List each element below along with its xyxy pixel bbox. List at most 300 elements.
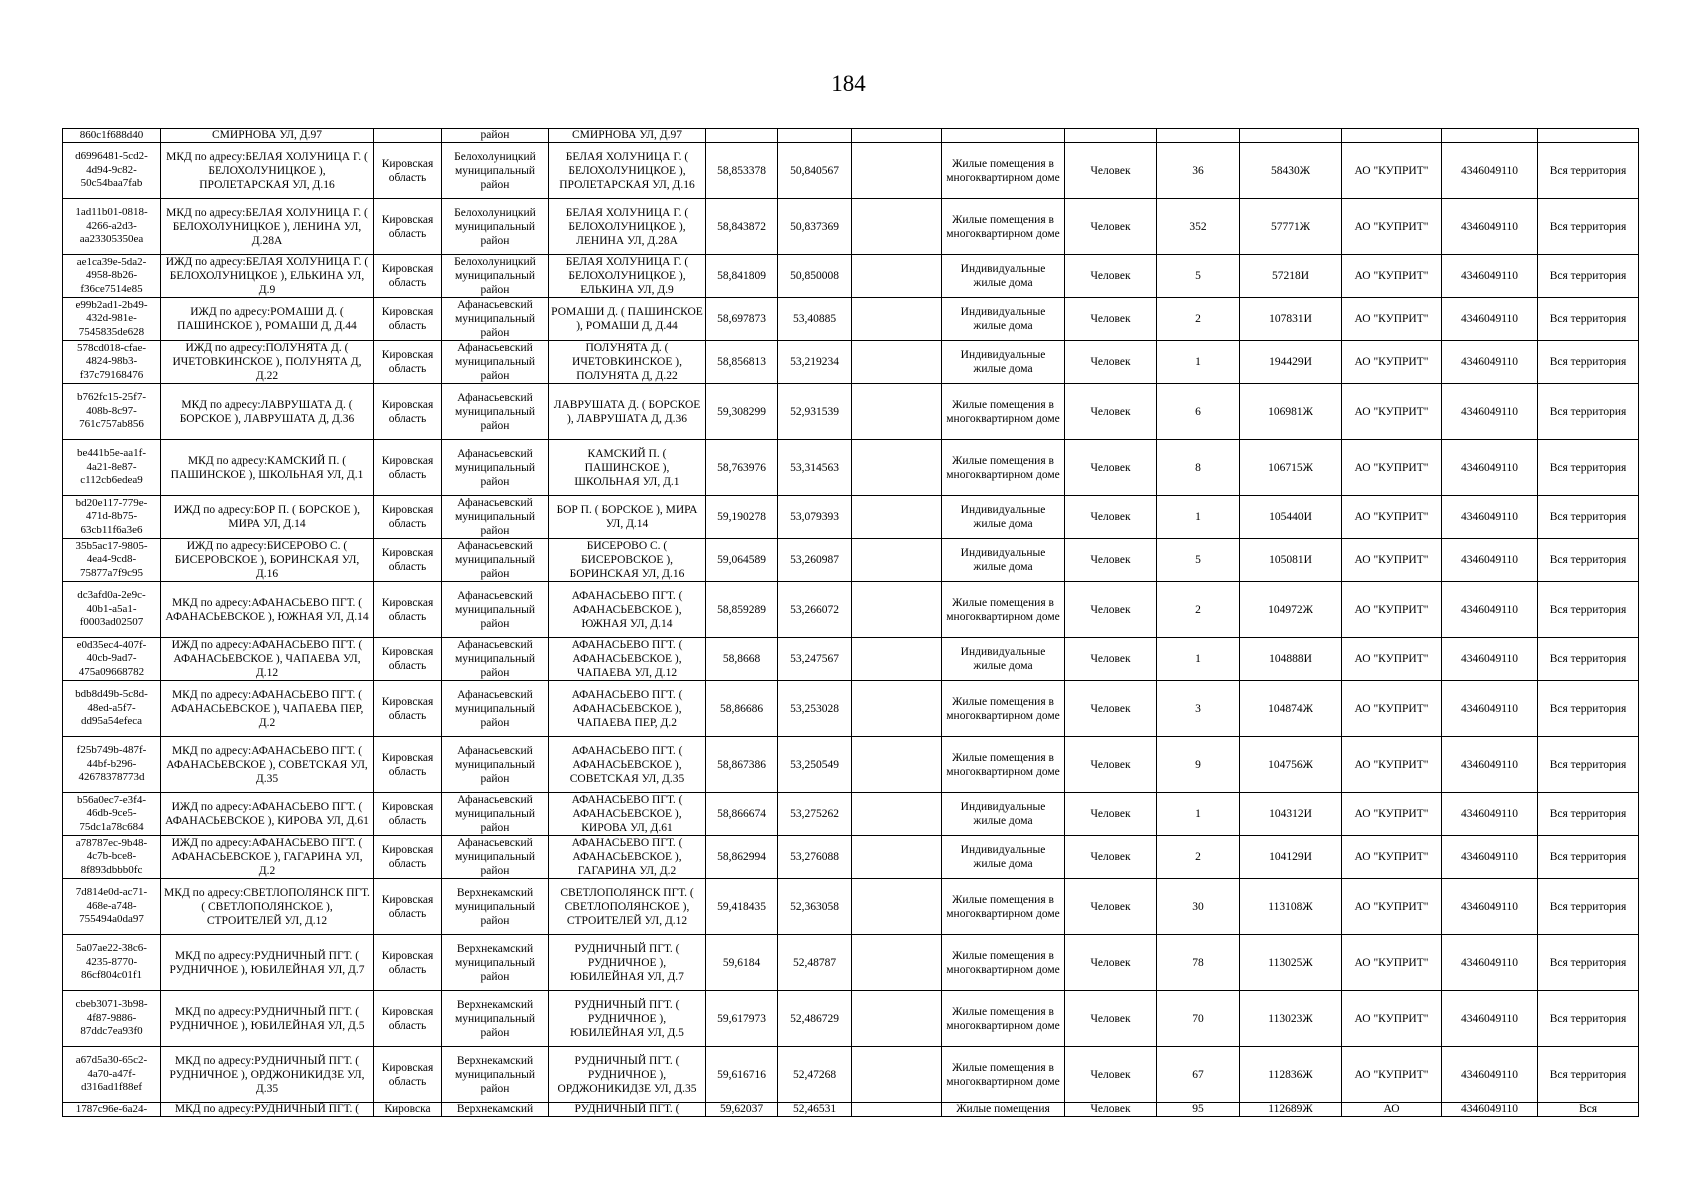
cell-id: bdb8d49b-5c8d-48ed-a5f7-dd95a54efeca [63, 681, 161, 737]
cell-unit: Человек [1065, 1103, 1157, 1117]
cell-district: район [442, 129, 549, 143]
cell-lon: 52,47268 [778, 1047, 852, 1103]
cell-district: Афанасьевский муниципальный район [442, 582, 549, 638]
cell-extra [852, 638, 942, 681]
cell-id: bd20e117-779e-471d-8b75-63cb11f6a3e6 [63, 496, 161, 539]
cell-region: Кировская область [374, 298, 442, 341]
cell-id: f25b749b-487f-44bf-b296-42678378773d [63, 737, 161, 793]
cell-org: АО "КУПРИТ" [1342, 384, 1442, 440]
cell-lat [706, 129, 778, 143]
cell-type: Жилые помещения в многоквартирном доме [942, 879, 1065, 935]
cell-territory: Вся территория [1538, 991, 1639, 1047]
cell-inn: 4346049110 [1442, 582, 1538, 638]
cell-extra [852, 935, 942, 991]
cell-type: Индивидуальные жилые дома [942, 638, 1065, 681]
cell-type: Жилые помещения [942, 1103, 1065, 1117]
cell-id: b56a0ec7-e3f4-46db-9ce5-75dc1a78c684 [63, 793, 161, 836]
cell-name: МКД по адресу:ЛАВРУШАТА Д. ( БОРСКОЕ ), ЛАВРУШАТА Д, Д.36 [161, 384, 374, 440]
cell-territory: Вся [1538, 1103, 1639, 1117]
cell-count: 1 [1157, 638, 1240, 681]
cell-region: Кировская область [374, 582, 442, 638]
cell-lat: 58,697873 [706, 298, 778, 341]
cell-district: Афанасьевский муниципальный район [442, 496, 549, 539]
cell-extra [852, 341, 942, 384]
cell-extra [852, 1103, 942, 1117]
table-row [63, 255, 1639, 298]
cell-territory: Вся территория [1538, 935, 1639, 991]
cell-address: ЛАВРУШАТА Д. ( БОРСКОЕ ), ЛАВРУШАТА Д, Д.36 [549, 384, 706, 440]
cell-inn: 4346049110 [1442, 298, 1538, 341]
cell-address: АФАНАСЬЕВО ПГТ. ( АФАНАСЬЕВСКОЕ ), ГАГАРИНА УЛ, Д.2 [549, 836, 706, 879]
cell-territory: Вся территория [1538, 298, 1639, 341]
cell-count: 70 [1157, 991, 1240, 1047]
cell-district: Афанасьевский муниципальный район [442, 341, 549, 384]
table-row [63, 793, 1639, 836]
cell-name: МКД по адресу:РУДНИЧНЫЙ ПГТ. ( [161, 1103, 374, 1117]
cell-inn: 4346049110 [1442, 1103, 1538, 1117]
cell-district: Афанасьевский муниципальный район [442, 298, 549, 341]
cell-type: Жилые помещения в многоквартирном доме [942, 1047, 1065, 1103]
cell-inn: 4346049110 [1442, 341, 1538, 384]
cell-district: Верхнекамский [442, 1103, 549, 1117]
cell-lon: 53,266072 [778, 582, 852, 638]
cell-inn: 4346049110 [1442, 638, 1538, 681]
cell-address: АФАНАСЬЕВО ПГТ. ( АФАНАСЬЕВСКОЕ ), ЧАПАЕВА ПЕР, Д.2 [549, 681, 706, 737]
cell-count: 3 [1157, 681, 1240, 737]
cell-address: РУДНИЧНЫЙ ПГТ. ( РУДНИЧНОЕ ), ОРДЖОНИКИДЗЕ УЛ, Д.35 [549, 1047, 706, 1103]
cell-unit: Человек [1065, 737, 1157, 793]
cell-name: МКД по адресу:АФАНАСЬЕВО ПГТ. ( АФАНАСЬЕВСКОЕ ), СОВЕТСКАЯ УЛ, Д.35 [161, 737, 374, 793]
cell-lat: 58,763976 [706, 440, 778, 496]
cell-extra [852, 879, 942, 935]
cell-unit: Человек [1065, 879, 1157, 935]
cell-org: АО "КУПРИТ" [1342, 1047, 1442, 1103]
cell-id: ae1ca39e-5da2-4958-8b26-f36ce7514e85 [63, 255, 161, 298]
cell-count: 6 [1157, 384, 1240, 440]
table-row [63, 991, 1639, 1047]
cell-org: АО "КУПРИТ" [1342, 298, 1442, 341]
cell-lat: 59,308299 [706, 384, 778, 440]
cell-type: Жилые помещения в многоквартирном доме [942, 582, 1065, 638]
cell-lat: 58,866674 [706, 793, 778, 836]
cell-type: Жилые помещения в многоквартирном доме [942, 199, 1065, 255]
cell-org: АО "КУПРИТ" [1342, 681, 1442, 737]
cell-territory: Вся территория [1538, 681, 1639, 737]
cell-address: БИСЕРОВО С. ( БИСЕРОВСКОЕ ), БОРИНСКАЯ УЛ, Д.16 [549, 539, 706, 582]
table-row [63, 384, 1639, 440]
cell-unit: Человек [1065, 539, 1157, 582]
cell-type: Жилые помещения в многоквартирном доме [942, 143, 1065, 199]
table-row [63, 143, 1639, 199]
cell-lat: 59,418435 [706, 879, 778, 935]
cell-unit: Человек [1065, 793, 1157, 836]
cell-name: МКД по адресу:РУДНИЧНЫЙ ПГТ. ( РУДНИЧНОЕ ), ОРДЖОНИКИДЗЕ УЛ, Д.35 [161, 1047, 374, 1103]
cell-unit: Человек [1065, 836, 1157, 879]
cell-lon: 53,260987 [778, 539, 852, 582]
cell-unit: Человек [1065, 638, 1157, 681]
cell-region: Кировская область [374, 638, 442, 681]
cell-org: АО "КУПРИТ" [1342, 539, 1442, 582]
cell-region: Кировская область [374, 440, 442, 496]
cell-unit: Человек [1065, 935, 1157, 991]
table-row [63, 298, 1639, 341]
cell-count: 9 [1157, 737, 1240, 793]
cell-extra [852, 129, 942, 143]
table-row [63, 129, 1639, 143]
cell-district: Верхнекамский муниципальный район [442, 991, 549, 1047]
cell-lon: 53,275262 [778, 793, 852, 836]
cell-org: АО "КУПРИТ" [1342, 638, 1442, 681]
cell-id: 35b5ac17-9805-4ea4-9cd8-75877a7f9c95 [63, 539, 161, 582]
cell-region: Кировская область [374, 143, 442, 199]
cell-id: e99b2ad1-2b49-432d-981e-7545835de628 [63, 298, 161, 341]
cell-unit: Человек [1065, 199, 1157, 255]
cell-name: ИЖД по адресу:АФАНАСЬЕВО ПГТ. ( АФАНАСЬЕВСКОЕ ), КИРОВА УЛ, Д.61 [161, 793, 374, 836]
cell-inn: 4346049110 [1442, 737, 1538, 793]
cell-id: a78787ec-9b48-4c7b-bce8-8f893dbbb0fc [63, 836, 161, 879]
cell-lon: 50,850008 [778, 255, 852, 298]
cell-name: ИЖД по адресу:БИСЕРОВО С. ( БИСЕРОВСКОЕ ), БОРИНСКАЯ УЛ, Д.16 [161, 539, 374, 582]
table-row [63, 199, 1639, 255]
cell-code: 104972Ж [1240, 582, 1342, 638]
cell-region: Кировская область [374, 341, 442, 384]
cell-count [1157, 129, 1240, 143]
cell-extra [852, 384, 942, 440]
cell-inn: 4346049110 [1442, 935, 1538, 991]
cell-inn [1442, 129, 1538, 143]
cell-lon: 52,486729 [778, 991, 852, 1047]
cell-type: Жилые помещения в многоквартирном доме [942, 737, 1065, 793]
cell-name: ИЖД по адресу:АФАНАСЬЕВО ПГТ. ( АФАНАСЬЕВСКОЕ ), ЧАПАЕВА УЛ, Д.12 [161, 638, 374, 681]
cell-count: 67 [1157, 1047, 1240, 1103]
cell-name: МКД по адресу:РУДНИЧНЫЙ ПГТ. ( РУДНИЧНОЕ ), ЮБИЛЕЙНАЯ УЛ, Д.7 [161, 935, 374, 991]
cell-id: 7d814e0d-ac71-468e-a748-755494a0da97 [63, 879, 161, 935]
cell-unit: Человек [1065, 255, 1157, 298]
cell-extra [852, 836, 942, 879]
cell-id: 1ad11b01-0818-4266-a2d3-aa23305350ea [63, 199, 161, 255]
cell-address: РОМАШИ Д. ( ПАШИНСКОЕ ), РОМАШИ Д, Д.44 [549, 298, 706, 341]
cell-address: РУДНИЧНЫЙ ПГТ. ( РУДНИЧНОЕ ), ЮБИЛЕЙНАЯ УЛ, Д.7 [549, 935, 706, 991]
cell-count: 36 [1157, 143, 1240, 199]
cell-type: Индивидуальные жилые дома [942, 298, 1065, 341]
cell-address: АФАНАСЬЕВО ПГТ. ( АФАНАСЬЕВСКОЕ ), КИРОВА УЛ, Д.61 [549, 793, 706, 836]
cell-type: Жилые помещения в многоквартирном доме [942, 935, 1065, 991]
cell-code: 106715Ж [1240, 440, 1342, 496]
cell-district: Белохолуницкий муниципальный район [442, 143, 549, 199]
cell-name: МКД по адресу:АФАНАСЬЕВО ПГТ. ( АФАНАСЬЕВСКОЕ ), ЮЖНАЯ УЛ, Д.14 [161, 582, 374, 638]
cell-region: Кировская область [374, 935, 442, 991]
cell-name: СМИРНОВА УЛ, Д.97 [161, 129, 374, 143]
cell-lat: 59,6184 [706, 935, 778, 991]
cell-lon: 50,837369 [778, 199, 852, 255]
cell-code [1240, 129, 1342, 143]
cell-address: ПОЛУНЯТА Д. ( ИЧЕТОВКИНСКОЕ ), ПОЛУНЯТА Д, Д.22 [549, 341, 706, 384]
cell-count: 2 [1157, 298, 1240, 341]
cell-region: Кировска [374, 1103, 442, 1117]
cell-territory: Вся территория [1538, 879, 1639, 935]
cell-unit [1065, 129, 1157, 143]
cell-unit: Человек [1065, 440, 1157, 496]
cell-extra [852, 1047, 942, 1103]
cell-code: 105440И [1240, 496, 1342, 539]
cell-id: 1787c96e-6a24- [63, 1103, 161, 1117]
table-row [63, 681, 1639, 737]
cell-inn: 4346049110 [1442, 539, 1538, 582]
cell-code: 113023Ж [1240, 991, 1342, 1047]
cell-address: КАМСКИЙ П. ( ПАШИНСКОЕ ), ШКОЛЬНАЯ УЛ, Д.1 [549, 440, 706, 496]
cell-name: МКД по адресу:СВЕТЛОПОЛЯНСК ПГТ. ( СВЕТЛОПОЛЯНСКОЕ ), СТРОИТЕЛЕЙ УЛ, Д.12 [161, 879, 374, 935]
cell-address: АФАНАСЬЕВО ПГТ. ( АФАНАСЬЕВСКОЕ ), ЮЖНАЯ УЛ, Д.14 [549, 582, 706, 638]
cell-unit: Человек [1065, 681, 1157, 737]
cell-district: Белохолуницкий муниципальный район [442, 255, 549, 298]
cell-territory: Вся территория [1538, 440, 1639, 496]
cell-inn: 4346049110 [1442, 440, 1538, 496]
table-row [63, 638, 1639, 681]
table-row [63, 737, 1639, 793]
cell-org: АО "КУПРИТ" [1342, 836, 1442, 879]
cell-address: СВЕТЛОПОЛЯНСК ПГТ. ( СВЕТЛОПОЛЯНСКОЕ ), СТРОИТЕЛЕЙ УЛ, Д.12 [549, 879, 706, 935]
cell-address: БЕЛАЯ ХОЛУНИЦА Г. ( БЕЛОХОЛУНИЦКОЕ ), ЕЛЬКИНА УЛ, Д.9 [549, 255, 706, 298]
cell-lat: 59,617973 [706, 991, 778, 1047]
cell-id: 860c1f688d40 [63, 129, 161, 143]
cell-territory: Вся территория [1538, 1047, 1639, 1103]
cell-type: Индивидуальные жилые дома [942, 539, 1065, 582]
cell-region [374, 129, 442, 143]
cell-id: 578cd018-cfae-4824-98b3-f37c79168476 [63, 341, 161, 384]
cell-code: 112689Ж [1240, 1103, 1342, 1117]
cell-lon: 53,314563 [778, 440, 852, 496]
cell-inn: 4346049110 [1442, 681, 1538, 737]
cell-name: ИЖД по адресу:ПОЛУНЯТА Д. ( ИЧЕТОВКИНСКОЕ ), ПОЛУНЯТА Д, Д.22 [161, 341, 374, 384]
cell-id: cbeb3071-3b98-4f87-9886-87ddc7ea93f0 [63, 991, 161, 1047]
cell-name: ИЖД по адресу:АФАНАСЬЕВО ПГТ. ( АФАНАСЬЕВСКОЕ ), ГАГАРИНА УЛ, Д.2 [161, 836, 374, 879]
register-table [62, 128, 1639, 1117]
table-row [63, 440, 1639, 496]
table-row [63, 1047, 1639, 1103]
cell-count: 8 [1157, 440, 1240, 496]
cell-org: АО [1342, 1103, 1442, 1117]
cell-territory: Вся территория [1538, 582, 1639, 638]
cell-lat: 58,8668 [706, 638, 778, 681]
cell-region: Кировская область [374, 879, 442, 935]
cell-lon: 52,931539 [778, 384, 852, 440]
cell-count: 78 [1157, 935, 1240, 991]
cell-lon: 53,247567 [778, 638, 852, 681]
cell-name: ИЖД по адресу:РОМАШИ Д. ( ПАШИНСКОЕ ), РОМАШИ Д, Д.44 [161, 298, 374, 341]
cell-extra [852, 737, 942, 793]
cell-territory: Вся территория [1538, 793, 1639, 836]
cell-lon: 52,363058 [778, 879, 852, 935]
cell-territory: Вся территория [1538, 539, 1639, 582]
cell-unit: Человек [1065, 143, 1157, 199]
cell-code: 113025Ж [1240, 935, 1342, 991]
table-row [63, 539, 1639, 582]
cell-lon: 53,40885 [778, 298, 852, 341]
cell-district: Афанасьевский муниципальный район [442, 440, 549, 496]
cell-id: e0d35ec4-407f-40cb-9ad7-475a09668782 [63, 638, 161, 681]
cell-type: Жилые помещения в многоквартирном доме [942, 384, 1065, 440]
cell-count: 95 [1157, 1103, 1240, 1117]
cell-org: АО "КУПРИТ" [1342, 935, 1442, 991]
cell-org: АО "КУПРИТ" [1342, 879, 1442, 935]
cell-unit: Человек [1065, 991, 1157, 1047]
cell-district: Афанасьевский муниципальный район [442, 737, 549, 793]
cell-address: БЕЛАЯ ХОЛУНИЦА Г. ( БЕЛОХОЛУНИЦКОЕ ), ПРОЛЕТАРСКАЯ УЛ, Д.16 [549, 143, 706, 199]
page-number: 184 [831, 71, 866, 96]
cell-code: 194429И [1240, 341, 1342, 384]
cell-type: Индивидуальные жилые дома [942, 836, 1065, 879]
cell-district: Афанасьевский муниципальный район [442, 681, 549, 737]
cell-region: Кировская область [374, 681, 442, 737]
cell-code: 112836Ж [1240, 1047, 1342, 1103]
cell-inn: 4346049110 [1442, 836, 1538, 879]
cell-region: Кировская область [374, 384, 442, 440]
cell-code: 104874Ж [1240, 681, 1342, 737]
cell-region: Кировская область [374, 793, 442, 836]
cell-type: Жилые помещения в многоквартирном доме [942, 991, 1065, 1047]
cell-count: 1 [1157, 496, 1240, 539]
cell-address: РУДНИЧНЫЙ ПГТ. ( [549, 1103, 706, 1117]
cell-address: СМИРНОВА УЛ, Д.97 [549, 129, 706, 143]
cell-lat: 58,862994 [706, 836, 778, 879]
cell-lon: 50,840567 [778, 143, 852, 199]
cell-count: 5 [1157, 539, 1240, 582]
cell-district: Верхнекамский муниципальный район [442, 935, 549, 991]
cell-type: Жилые помещения в многоквартирном доме [942, 440, 1065, 496]
cell-type: Индивидуальные жилые дома [942, 255, 1065, 298]
table-row [63, 836, 1639, 879]
cell-id: d6996481-5cd2-4d94-9c82-50c54baa7fab [63, 143, 161, 199]
cell-district: Афанасьевский муниципальный район [442, 384, 549, 440]
cell-unit: Человек [1065, 341, 1157, 384]
cell-org: АО "КУПРИТ" [1342, 496, 1442, 539]
cell-name: МКД по адресу:АФАНАСЬЕВО ПГТ. ( АФАНАСЬЕВСКОЕ ), ЧАПАЕВА ПЕР, Д.2 [161, 681, 374, 737]
cell-code: 58430Ж [1240, 143, 1342, 199]
cell-count: 2 [1157, 582, 1240, 638]
cell-lon: 53,219234 [778, 341, 852, 384]
cell-org [1342, 129, 1442, 143]
cell-org: АО "КУПРИТ" [1342, 255, 1442, 298]
cell-territory: Вся территория [1538, 255, 1639, 298]
cell-address: БОР П. ( БОРСКОЕ ), МИРА УЛ, Д.14 [549, 496, 706, 539]
cell-territory [1538, 129, 1639, 143]
cell-district: Верхнекамский муниципальный район [442, 879, 549, 935]
cell-code: 57771Ж [1240, 199, 1342, 255]
cell-org: АО "КУПРИТ" [1342, 199, 1442, 255]
cell-inn: 4346049110 [1442, 384, 1538, 440]
table-row [63, 582, 1639, 638]
cell-district: Верхнекамский муниципальный район [442, 1047, 549, 1103]
cell-lat: 58,853378 [706, 143, 778, 199]
cell-region: Кировская область [374, 496, 442, 539]
cell-lon: 53,276088 [778, 836, 852, 879]
cell-org: АО "КУПРИТ" [1342, 991, 1442, 1047]
cell-inn: 4346049110 [1442, 255, 1538, 298]
cell-territory: Вся территория [1538, 384, 1639, 440]
cell-lat: 59,62037 [706, 1103, 778, 1117]
register-rows [63, 129, 1639, 1117]
cell-region: Кировская область [374, 737, 442, 793]
cell-count: 1 [1157, 341, 1240, 384]
cell-lon: 52,46531 [778, 1103, 852, 1117]
cell-extra [852, 681, 942, 737]
cell-name: ИЖД по адресу:БОР П. ( БОРСКОЕ ), МИРА УЛ, Д.14 [161, 496, 374, 539]
cell-territory: Вся территория [1538, 737, 1639, 793]
cell-org: АО "КУПРИТ" [1342, 737, 1442, 793]
cell-inn: 4346049110 [1442, 793, 1538, 836]
cell-address: РУДНИЧНЫЙ ПГТ. ( РУДНИЧНОЕ ), ЮБИЛЕЙНАЯ УЛ, Д.5 [549, 991, 706, 1047]
cell-unit: Человек [1065, 1047, 1157, 1103]
cell-region: Кировская область [374, 539, 442, 582]
cell-unit: Человек [1065, 582, 1157, 638]
cell-count: 1 [1157, 793, 1240, 836]
cell-extra [852, 199, 942, 255]
cell-name: МКД по адресу:БЕЛАЯ ХОЛУНИЦА Г. ( БЕЛОХОЛУНИЦКОЕ ), ЛЕНИНА УЛ, Д.28А [161, 199, 374, 255]
cell-extra [852, 255, 942, 298]
cell-lat: 58,856813 [706, 341, 778, 384]
cell-org: АО "КУПРИТ" [1342, 793, 1442, 836]
cell-type: Жилые помещения в многоквартирном доме [942, 681, 1065, 737]
cell-count: 30 [1157, 879, 1240, 935]
cell-org: АО "КУПРИТ" [1342, 341, 1442, 384]
cell-lat: 58,841809 [706, 255, 778, 298]
cell-lat: 59,064589 [706, 539, 778, 582]
cell-code: 104888И [1240, 638, 1342, 681]
cell-address: БЕЛАЯ ХОЛУНИЦА Г. ( БЕЛОХОЛУНИЦКОЕ ), ЛЕНИНА УЛ, Д.28А [549, 199, 706, 255]
table-row [63, 879, 1639, 935]
cell-count: 352 [1157, 199, 1240, 255]
cell-org: АО "КУПРИТ" [1342, 582, 1442, 638]
cell-unit: Человек [1065, 298, 1157, 341]
cell-inn: 4346049110 [1442, 143, 1538, 199]
cell-type [942, 129, 1065, 143]
cell-extra [852, 991, 942, 1047]
cell-region: Кировская область [374, 991, 442, 1047]
cell-lat: 58,859289 [706, 582, 778, 638]
cell-type: Индивидуальные жилые дома [942, 341, 1065, 384]
cell-code: 106981Ж [1240, 384, 1342, 440]
cell-id: b762fc15-25f7-408b-8c97-761c757ab856 [63, 384, 161, 440]
cell-inn: 4346049110 [1442, 991, 1538, 1047]
cell-territory: Вся территория [1538, 638, 1639, 681]
cell-org: АО "КУПРИТ" [1342, 440, 1442, 496]
cell-lon: 53,250549 [778, 737, 852, 793]
table-row [63, 341, 1639, 384]
cell-extra [852, 539, 942, 582]
cell-lon: 52,48787 [778, 935, 852, 991]
cell-count: 5 [1157, 255, 1240, 298]
cell-lat: 59,616716 [706, 1047, 778, 1103]
cell-territory: Вся территория [1538, 143, 1639, 199]
cell-inn: 4346049110 [1442, 496, 1538, 539]
cell-district: Афанасьевский муниципальный район [442, 836, 549, 879]
cell-id: be441b5e-aa1f-4a21-8e87-c112cb6edea9 [63, 440, 161, 496]
cell-code: 104312И [1240, 793, 1342, 836]
cell-id: a67d5a30-65c2-4a70-a47f-d316ad1f88ef [63, 1047, 161, 1103]
cell-district: Белохолуницкий муниципальный район [442, 199, 549, 255]
cell-lat: 58,86686 [706, 681, 778, 737]
cell-code: 104129И [1240, 836, 1342, 879]
cell-territory: Вся территория [1538, 199, 1639, 255]
cell-type: Индивидуальные жилые дома [942, 496, 1065, 539]
cell-unit: Человек [1065, 496, 1157, 539]
cell-region: Кировская область [374, 1047, 442, 1103]
cell-name: МКД по адресу:РУДНИЧНЫЙ ПГТ. ( РУДНИЧНОЕ ), ЮБИЛЕЙНАЯ УЛ, Д.5 [161, 991, 374, 1047]
cell-lat: 58,867386 [706, 737, 778, 793]
cell-territory: Вся территория [1538, 341, 1639, 384]
cell-extra [852, 143, 942, 199]
cell-address: АФАНАСЬЕВО ПГТ. ( АФАНАСЬЕВСКОЕ ), ЧАПАЕВА УЛ, Д.12 [549, 638, 706, 681]
